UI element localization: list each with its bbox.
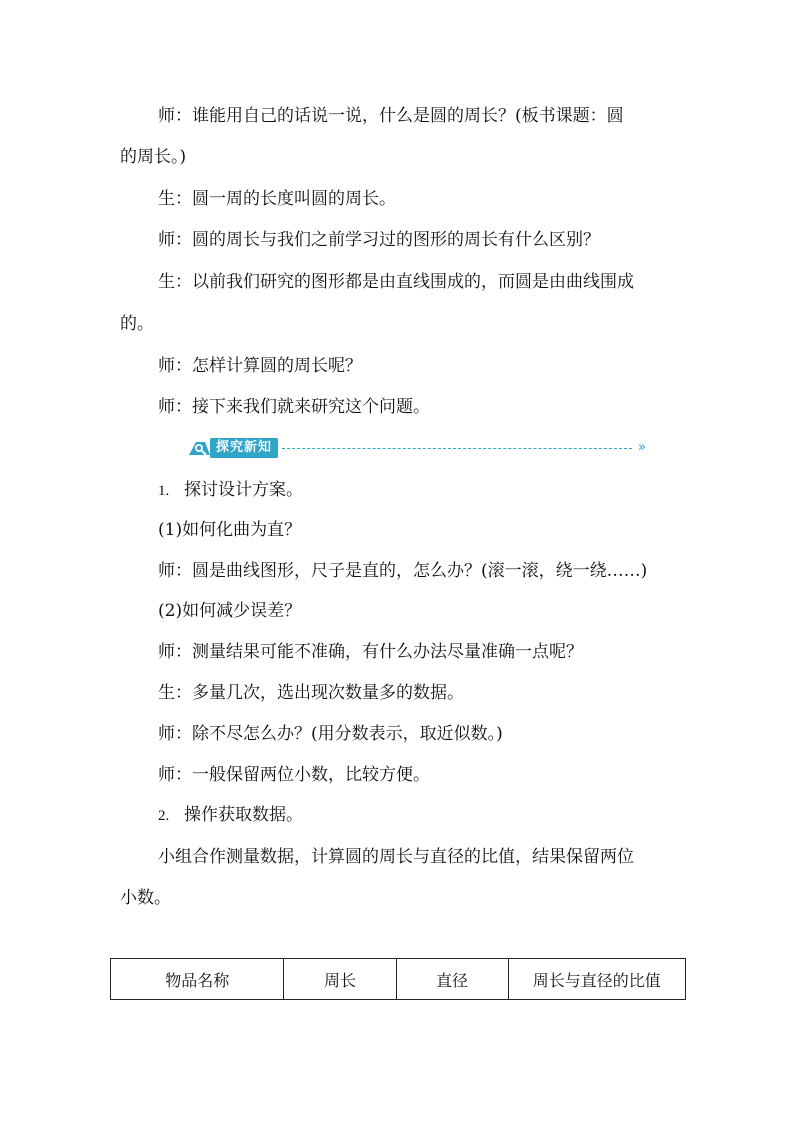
paragraph-line: 小数。 bbox=[120, 888, 171, 908]
table-header-cell: 直径 bbox=[396, 959, 508, 1000]
paragraph-line: (2)如何减少误差？ bbox=[158, 601, 302, 621]
double-arrow-icon: » bbox=[638, 440, 646, 455]
measurement-table bbox=[110, 958, 686, 1000]
paragraph-line: 的。 bbox=[120, 314, 154, 334]
step-number: 2. bbox=[158, 808, 170, 824]
banner-divider bbox=[282, 448, 632, 449]
paragraph-line: 师：圆的周长与我们之前学习过的图形的周长有什么区别？ bbox=[158, 230, 600, 250]
step-text: 操作获取数据。 bbox=[184, 805, 303, 825]
paragraph-line: 生：多量几次，选出现次数量多的数据。 bbox=[158, 683, 464, 703]
paragraph-line: 生：以前我们研究的图形都是由直线围成的，而圆是由曲线围成 bbox=[158, 272, 634, 292]
paragraph-line: 师：谁能用自己的话说一说，什么是圆的周长？(板书课题：圆 bbox=[158, 106, 624, 126]
paragraph-line: 师：接下来我们就来研究这个问题。 bbox=[158, 397, 430, 417]
paragraph-line: 师：圆是曲线图形，尺子是直的，怎么办？(滚一滚，绕一绕……) bbox=[158, 561, 648, 581]
step-number: 1. bbox=[158, 483, 170, 499]
step-item bbox=[158, 479, 303, 502]
paragraph-line: 师：测量结果可能不准确，有什么办法尽量准确一点呢？ bbox=[158, 642, 583, 662]
step-item bbox=[158, 804, 303, 827]
paragraph-line: (1)如何化曲为直？ bbox=[158, 520, 302, 540]
section-banner bbox=[186, 437, 646, 459]
table-header-cell: 物品名称 bbox=[111, 959, 284, 1000]
table-header-cell: 周长与直径的比值 bbox=[508, 959, 685, 1000]
paragraph-line: 师：一般保留两位小数，比较方便。 bbox=[158, 765, 430, 785]
table-header-row bbox=[111, 959, 686, 1000]
paragraph-line: 师：怎样计算圆的周长呢？ bbox=[158, 356, 362, 376]
table-header-cell: 周长 bbox=[284, 959, 396, 1000]
paragraph-line: 师：除不尽怎么办？(用分数表示，取近似数。) bbox=[158, 724, 503, 744]
section-banner-label: 探究新知 bbox=[210, 438, 278, 458]
magnifier-icon bbox=[186, 439, 212, 459]
paragraph-line: 小组合作测量数据，计算圆的周长与直径的比值，结果保留两位 bbox=[158, 847, 634, 867]
paragraph-line: 的周长。) bbox=[120, 147, 187, 167]
step-text: 探讨设计方案。 bbox=[184, 480, 303, 500]
paragraph-line: 生：圆一周的长度叫圆的周长。 bbox=[158, 189, 396, 209]
